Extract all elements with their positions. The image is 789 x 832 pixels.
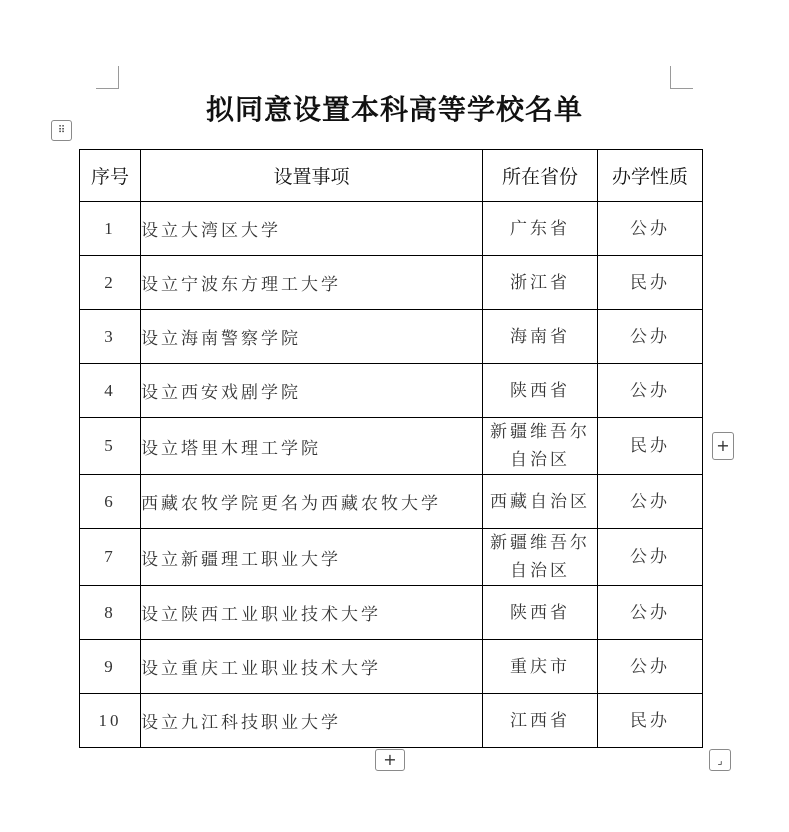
table-row	[80, 529, 703, 586]
plus-icon: +	[383, 750, 397, 769]
row-num: 2	[80, 256, 141, 310]
page-corner-mark-top-right	[670, 66, 693, 89]
table-resize-handle-icon[interactable]: ⌟	[709, 749, 731, 771]
row-num: 8	[80, 586, 141, 640]
row-item: 设立大湾区大学	[141, 202, 483, 256]
row-province: 新疆维吾尔自治区	[483, 529, 598, 586]
row-num: 3	[80, 310, 141, 364]
row-num: 9	[80, 640, 141, 694]
row-num: 7	[80, 529, 141, 586]
table-row	[80, 310, 703, 364]
table-move-handle-icon[interactable]: ⠿	[51, 120, 72, 141]
table-row	[80, 202, 703, 256]
header-province: 所在省份	[483, 150, 598, 202]
row-province: 广东省	[483, 202, 598, 256]
row-item: 设立塔里木理工学院	[141, 418, 483, 475]
row-type: 公办	[598, 202, 703, 256]
header-num: 序号	[80, 150, 141, 202]
row-num: 6	[80, 475, 141, 529]
document-title: 拟同意设置本科高等学校名单	[205, 93, 583, 126]
table-row	[80, 586, 703, 640]
row-num: 1	[80, 202, 141, 256]
row-type: 民办	[598, 256, 703, 310]
row-item: 设立九江科技职业大学	[141, 694, 483, 748]
table-row	[80, 256, 703, 310]
table-row	[80, 418, 703, 475]
page-corner-mark-top-left	[96, 66, 119, 89]
row-item: 设立海南警察学院	[141, 310, 483, 364]
row-type: 公办	[598, 586, 703, 640]
table-row	[80, 364, 703, 418]
table-row	[80, 694, 703, 748]
row-type: 民办	[598, 418, 703, 475]
row-type: 公办	[598, 475, 703, 529]
row-type: 公办	[598, 364, 703, 418]
row-province: 新疆维吾尔自治区	[483, 418, 598, 475]
row-province: 重庆市	[483, 640, 598, 694]
row-item: 设立宁波东方理工大学	[141, 256, 483, 310]
table-header-row	[80, 150, 703, 202]
row-province: 西藏自治区	[483, 475, 598, 529]
row-province: 海南省	[483, 310, 598, 364]
row-num: 5	[80, 418, 141, 475]
row-type: 民办	[598, 694, 703, 748]
row-num: 4	[80, 364, 141, 418]
row-type: 公办	[598, 640, 703, 694]
row-item: 西藏农牧学院更名为西藏农牧大学	[141, 475, 483, 529]
row-province: 陕西省	[483, 364, 598, 418]
table-row	[80, 640, 703, 694]
add-column-button[interactable]	[712, 432, 734, 460]
plus-icon: +	[716, 436, 730, 455]
header-item: 设置事项	[141, 150, 483, 202]
row-item: 设立重庆工业职业技术大学	[141, 640, 483, 694]
row-province: 陕西省	[483, 586, 598, 640]
row-item: 设立西安戏剧学院	[141, 364, 483, 418]
table-row	[80, 475, 703, 529]
row-num: 10	[80, 694, 141, 748]
school-list-table	[79, 149, 703, 748]
add-row-button[interactable]	[375, 749, 405, 771]
row-item: 设立陕西工业职业技术大学	[141, 586, 483, 640]
row-item: 设立新疆理工职业大学	[141, 529, 483, 586]
row-type: 公办	[598, 310, 703, 364]
row-province: 浙江省	[483, 256, 598, 310]
header-type: 办学性质	[598, 150, 703, 202]
row-province: 江西省	[483, 694, 598, 748]
row-type: 公办	[598, 529, 703, 586]
